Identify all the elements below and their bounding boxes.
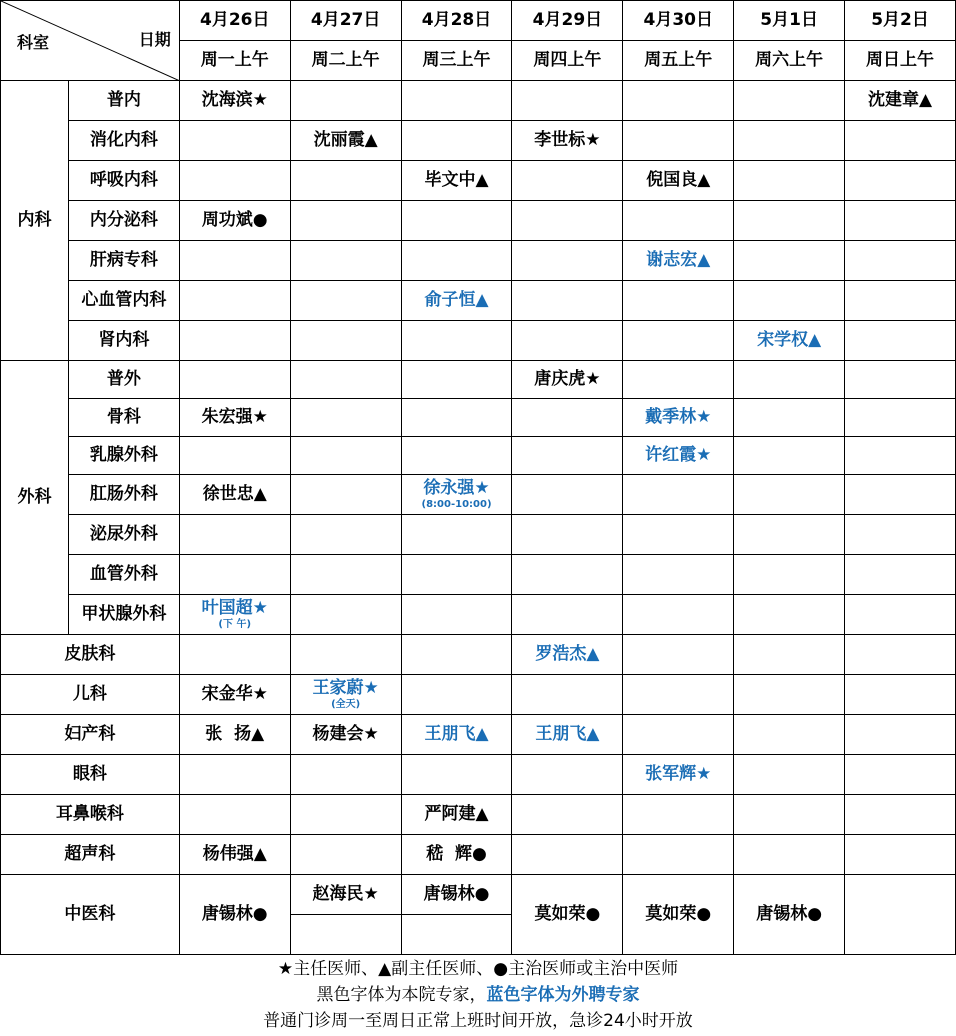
empty-cell [845,399,956,437]
empty-cell [512,399,623,437]
dept-cell: 心血管内科 [68,281,179,321]
doctor-name: 赵海民★ [291,875,401,915]
empty-cell [623,715,734,755]
empty-cell [734,715,845,755]
doctor-name: 徐永强★ [423,478,490,499]
empty-cell [179,281,290,321]
dept-cell: 肛肠外科 [68,475,179,515]
empty-cell [512,675,623,715]
doctor-cell: 唐锡林● [179,875,290,955]
empty-cell [179,795,290,835]
empty-cell [845,121,956,161]
empty-cell [290,835,401,875]
doctor-cell-external [401,475,512,515]
empty-cell [845,361,956,399]
corner-dept-label: 科室 [17,32,50,52]
blue-font-note: 蓝色字体为外聘专家 [486,985,640,1005]
empty-half [291,915,401,954]
doctor-cell-external: 宋学权▲ [734,321,845,361]
empty-cell [623,121,734,161]
empty-cell [734,795,845,835]
font-legend-line [0,982,956,1008]
empty-cell [623,675,734,715]
dept-cell: 内分泌科 [68,201,179,241]
dept-cell: 甲状腺外科 [68,595,179,635]
empty-cell [623,81,734,121]
empty-cell [179,321,290,361]
empty-cell [734,361,845,399]
empty-cell [401,81,512,121]
doctor-cell: 严阿建▲ [401,795,512,835]
doctor-cell: 唐锡林● [734,875,845,955]
empty-cell [734,201,845,241]
dept-cell: 皮肤科 [1,635,180,675]
empty-cell [401,241,512,281]
empty-cell [401,515,512,555]
empty-cell [623,321,734,361]
weekday-header: 周六上午 [734,41,845,81]
date-header: 5月2日 [845,1,956,41]
empty-cell [512,321,623,361]
hours-line: 普通门诊周一至周日正常上班时间开放，急诊24小时开放 [263,1011,693,1031]
empty-cell [845,715,956,755]
empty-cell [290,399,401,437]
dept-cell: 骨科 [68,399,179,437]
empty-cell [623,201,734,241]
doctor-cell-external: 戴季林★ [623,399,734,437]
dept-cell: 耳鼻喉科 [1,795,180,835]
empty-cell [734,437,845,475]
empty-cell [845,437,956,475]
doctor-cell: 沈海滨★ [179,81,290,121]
empty-cell [290,555,401,595]
black-font-note: 黑色字体为本院专家， [316,985,487,1005]
empty-cell [734,281,845,321]
empty-cell [845,795,956,835]
empty-cell [401,321,512,361]
empty-cell [734,121,845,161]
empty-cell [623,475,734,515]
legend-line: ★主任医师、▲副主任医师、●主治医师或主治中医师 [277,959,679,979]
empty-cell [179,241,290,281]
doctor-cell: 莫如荣● [623,875,734,955]
empty-cell [734,161,845,201]
doctor-cell: 徐世忠▲ [179,475,290,515]
doctor-cell: 杨建会★ [290,715,401,755]
empty-cell [734,835,845,875]
empty-cell [512,81,623,121]
dept-cell: 妇产科 [1,715,180,755]
time-note: (全天) [331,698,361,710]
empty-cell [290,515,401,555]
empty-cell [401,399,512,437]
empty-cell [623,515,734,555]
empty-cell [845,595,956,635]
empty-cell [179,635,290,675]
header-corner [1,1,180,81]
empty-cell [290,755,401,795]
doctor-cell-external: 张军辉★ [623,755,734,795]
weekday-header: 周日上午 [845,41,956,81]
dept-cell: 肾内科 [68,321,179,361]
empty-cell [401,201,512,241]
doctor-name: 王家蔚★ [312,678,379,699]
empty-cell [845,161,956,201]
empty-cell [845,475,956,515]
empty-cell [845,635,956,675]
empty-cell [845,555,956,595]
empty-cell [512,201,623,241]
doctor-name: 叶国超★ [201,598,268,619]
empty-cell [290,281,401,321]
dept-cell: 血管外科 [68,555,179,595]
dept-cell: 普外 [68,361,179,399]
empty-cell [512,755,623,795]
empty-cell [512,595,623,635]
weekday-header: 周四上午 [512,41,623,81]
split-cell [401,875,512,955]
empty-cell [845,201,956,241]
empty-cell [512,835,623,875]
doctor-cell: 唐庆虎★ [512,361,623,399]
doctor-cell-external: 罗浩杰▲ [512,635,623,675]
corner-date-label: 日期 [138,30,171,49]
doctor-name: 唐锡林● [402,875,512,915]
empty-cell [290,161,401,201]
empty-cell [623,555,734,595]
empty-cell [290,361,401,399]
empty-cell [512,475,623,515]
doctor-cell-external [179,595,290,635]
empty-cell [290,321,401,361]
footer-notes [0,956,956,1034]
empty-cell [290,437,401,475]
empty-cell [734,399,845,437]
empty-cell [845,321,956,361]
empty-cell [290,475,401,515]
empty-cell [734,241,845,281]
empty-cell [623,281,734,321]
empty-cell [401,361,512,399]
weekday-header: 周二上午 [290,41,401,81]
doctor-cell: 毕文中▲ [401,161,512,201]
doctor-cell: 沈建章▲ [845,81,956,121]
empty-cell [845,675,956,715]
dept-cell: 乳腺外科 [68,437,179,475]
empty-cell [401,635,512,675]
doctor-cell-external [290,675,401,715]
empty-cell [512,437,623,475]
empty-cell [179,555,290,595]
weekday-header: 周三上午 [401,41,512,81]
empty-cell [179,515,290,555]
doctor-cell: 倪国良▲ [623,161,734,201]
date-header: 4月30日 [623,1,734,41]
dept-cell: 呼吸内科 [68,161,179,201]
empty-cell [179,437,290,475]
dept-cell: 肝病专科 [68,241,179,281]
empty-cell [512,241,623,281]
date-header: 4月27日 [290,1,401,41]
split-cell [290,875,401,955]
empty-cell [845,835,956,875]
empty-cell [290,81,401,121]
doctor-cell: 张 扬▲ [179,715,290,755]
dept-cell: 超声科 [1,835,180,875]
dept-cell: 眼科 [1,755,180,795]
empty-cell [401,555,512,595]
empty-cell [623,635,734,675]
empty-cell [290,201,401,241]
empty-cell [401,121,512,161]
empty-cell [401,437,512,475]
doctor-cell: 沈丽霞▲ [290,121,401,161]
empty-cell [734,755,845,795]
doctor-cell: 朱宏强★ [179,399,290,437]
date-header: 4月26日 [179,1,290,41]
empty-cell [179,121,290,161]
empty-cell [845,875,956,955]
doctor-cell-external: 谢志宏▲ [623,241,734,281]
empty-cell [734,81,845,121]
empty-cell [623,361,734,399]
empty-cell [845,241,956,281]
empty-cell [290,241,401,281]
time-note: (8:00-10:00) [421,498,492,510]
doctor-cell: 宋金华★ [179,675,290,715]
weekday-header: 周五上午 [623,41,734,81]
doctor-cell-external: 俞子恒▲ [401,281,512,321]
empty-cell [179,361,290,399]
empty-cell [512,795,623,835]
empty-half [402,915,512,954]
empty-cell [401,675,512,715]
empty-cell [512,281,623,321]
empty-cell [734,555,845,595]
doctor-cell: 莫如荣● [512,875,623,955]
empty-cell [845,755,956,795]
doctor-cell-external: 王朋飞▲ [512,715,623,755]
date-header: 4月29日 [512,1,623,41]
empty-cell [512,161,623,201]
doctor-cell-external: 王朋飞▲ [401,715,512,755]
doctor-cell-external: 许红霞★ [623,437,734,475]
doctor-cell: 杨伟强▲ [179,835,290,875]
empty-cell [401,595,512,635]
empty-cell [623,595,734,635]
empty-cell [290,635,401,675]
date-header: 4月28日 [401,1,512,41]
date-header: 5月1日 [734,1,845,41]
time-note: (下 午) [218,618,252,630]
empty-cell [290,795,401,835]
dept-cell: 普内 [68,81,179,121]
empty-cell [734,635,845,675]
empty-cell [179,755,290,795]
empty-cell [401,755,512,795]
empty-cell [623,835,734,875]
empty-cell [734,475,845,515]
dept-cell: 消化内科 [68,121,179,161]
empty-cell [845,515,956,555]
empty-cell [734,595,845,635]
empty-cell [512,515,623,555]
empty-cell [179,161,290,201]
empty-cell [845,281,956,321]
empty-cell [623,795,734,835]
dept-cell: 儿科 [1,675,180,715]
doctor-cell: 周功斌● [179,201,290,241]
doctor-cell: 嵇 辉● [401,835,512,875]
weekday-header: 周一上午 [179,41,290,81]
empty-cell [512,555,623,595]
dept-cell: 中医科 [1,875,180,955]
group-waike: 外科 [1,361,69,635]
empty-cell [734,675,845,715]
dept-cell: 泌尿外科 [68,515,179,555]
doctor-cell: 李世标★ [512,121,623,161]
empty-cell [734,515,845,555]
group-neike: 内科 [1,81,69,361]
empty-cell [290,595,401,635]
